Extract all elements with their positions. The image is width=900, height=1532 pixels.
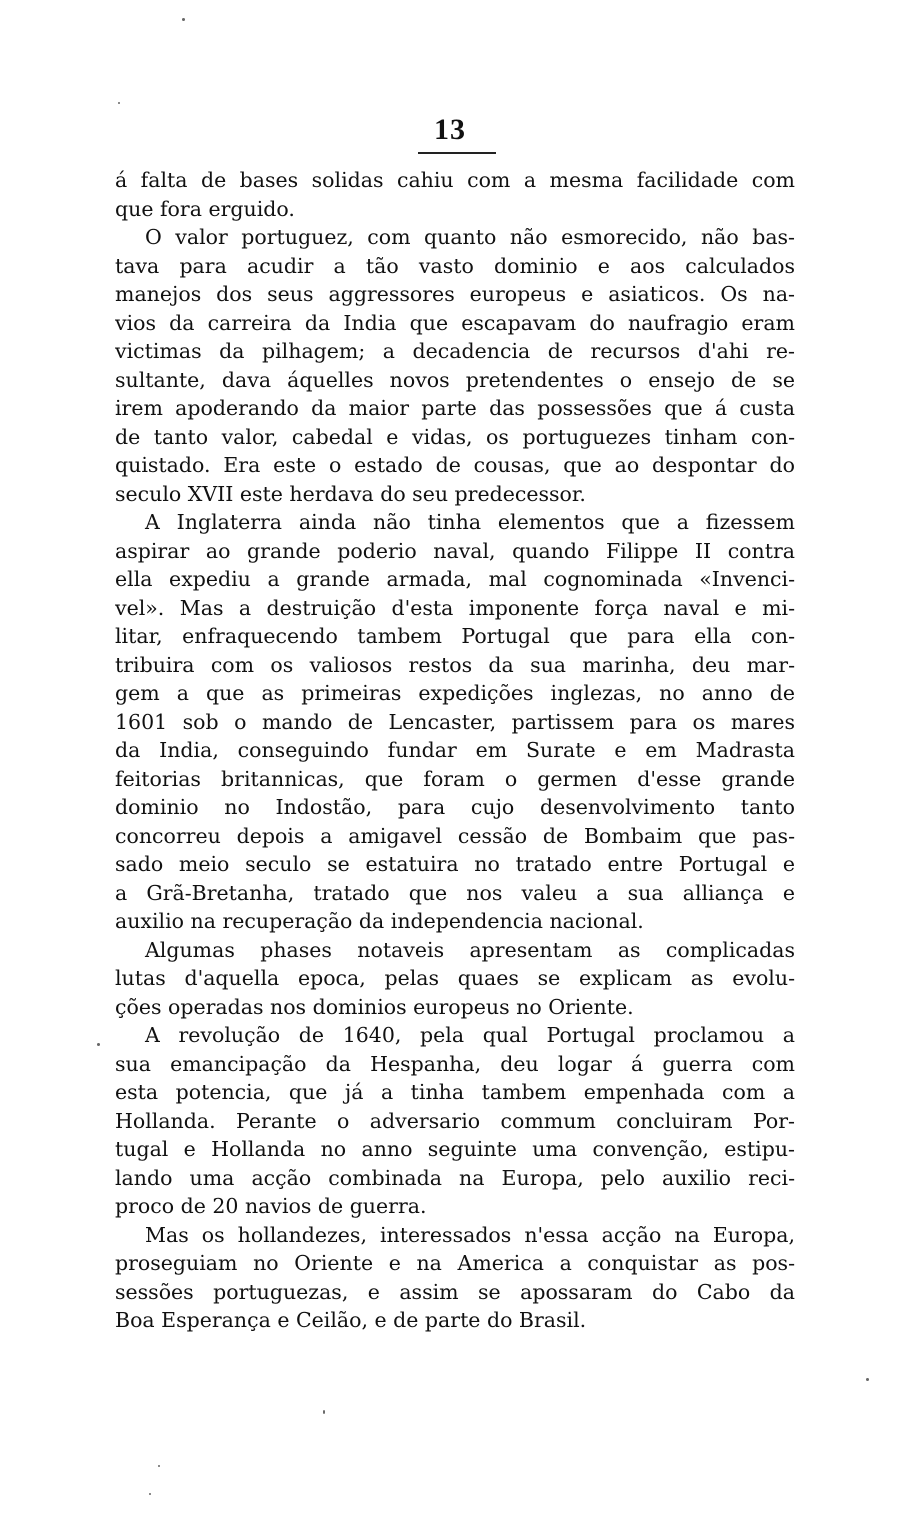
text-line: auxilio na recuperação da independencia nacional. [115,909,644,933]
paper-speck [158,1465,160,1467]
text-line: feitorias britannicas, que foram o germen d'esse grande [115,766,795,791]
text-line: victimas da pilhagem; a decadencia de recursos d'ahi re- [115,339,795,363]
text-line: O valor portuguez, com quanto não esmorecido, não bas- [145,225,795,249]
text-line: gem a que as primeiras expedições inglezas, no anno de [115,681,795,705]
text-line: lutas d'aquella epoca, pelas quaes se explicam as evolu- [115,966,795,990]
text-line: aspirar ao grande poderio naval, quando Filippe II contra [115,538,795,563]
text-line: tava para acudir a tão vasto dominio e aos calculados [115,253,795,278]
text-line: proseguiam no Oriente e na America a conquistar as pos- [115,1251,795,1275]
text-line: sua emancipação da Hespanha, deu logar á guerra com [115,1051,795,1076]
text-line: da India, conseguindo fundar em Surate e em Madrasta [115,738,795,762]
text-line: manejos dos seus aggressores europeus e asiaticos. Os na- [115,282,795,306]
text-line: 1601 sob o mando de Lencaster, partissem para os mares [115,709,795,734]
text-line: Algumas phases notaveis apresentam as complicadas [145,937,795,962]
paragraph [115,936,795,1022]
body-text [115,166,795,1335]
paper-speck [118,102,120,104]
paper-speck [149,1493,151,1495]
text-line: Boa Esperança e Ceilão, e de parte do Brasil. [115,1308,587,1332]
text-line: Mas os hollandezes, interessados n'essa acção na Europa, [145,1222,795,1247]
text-line: vios da carreira da India que escapavam do naufragio eram [115,310,795,335]
paragraph [115,223,795,508]
text-line: concorreu depois a amigavel cessão de Bombaim que pas- [115,823,795,848]
page-number-rule [418,152,496,154]
paper-speck [182,18,185,21]
text-line: irem apoderando da maior parte das possessões que á custa [115,396,795,420]
paper-speck [97,1043,100,1046]
paragraph [115,1221,795,1335]
paper-speck [323,1410,325,1414]
paragraph [115,508,795,936]
text-line: proco de 20 navios de guerra. [115,1194,427,1218]
text-line: seculo XVII este herdava do seu predecessor. [115,481,586,506]
paragraph [115,166,795,223]
text-line: quistado. Era este o estado de cousas, que ao despontar do [115,453,795,477]
text-line: a Grã-Bretanha, tratado que nos valeu a sua alliança e [115,880,795,905]
text-line: esta potencia, que já a tinha tambem empenhada com a [115,1080,795,1104]
text-line: que fora erguido. [115,196,295,221]
text-line: tugal e Hollanda no anno seguinte uma convenção, estipu- [115,1137,795,1161]
text-line: A revolução de 1640, pela qual Portugal proclamou a [145,1023,795,1047]
paper-speck [866,1378,869,1381]
text-line: de tanto valor, cabedal e vidas, os portuguezes tinham con- [115,424,795,449]
text-line: litar, enfraquecendo tambem Portugal que para ella con- [115,624,795,648]
text-line: á falta de bases solidas cahiu com a mesma facilidade com [115,168,795,192]
text-line: ella expediu a grande armada, mal cognominada «Invenci- [115,567,795,591]
text-line: sultante, dava áquelles novos pretendentes o ensejo de se [115,367,795,392]
text-line: lando uma acção combinada na Europa, pelo auxilio reci- [115,1165,795,1190]
text-line: sado meio seculo se estatuira no tratado entre Portugal e [115,852,795,876]
text-line: vel». Mas a destruição d'esta imponente força naval e mi- [115,595,795,620]
text-line: ções operadas nos dominios europeus no Oriente. [115,994,634,1019]
paragraph [115,1021,795,1221]
text-line: dominio no Indostão, para cujo desenvolvimento tanto [115,795,795,819]
text-line: A Inglaterra ainda não tinha elementos que a fizessem [145,510,795,534]
text-line: sessões portuguezas, e assim se apossaram do Cabo da [115,1279,795,1304]
text-line: tribuira com os valiosos restos da sua marinha, deu mar- [115,652,795,677]
page-number: 13 [434,113,466,146]
text-line: Hollanda. Perante o adversario commum concluiram Por- [115,1108,795,1133]
